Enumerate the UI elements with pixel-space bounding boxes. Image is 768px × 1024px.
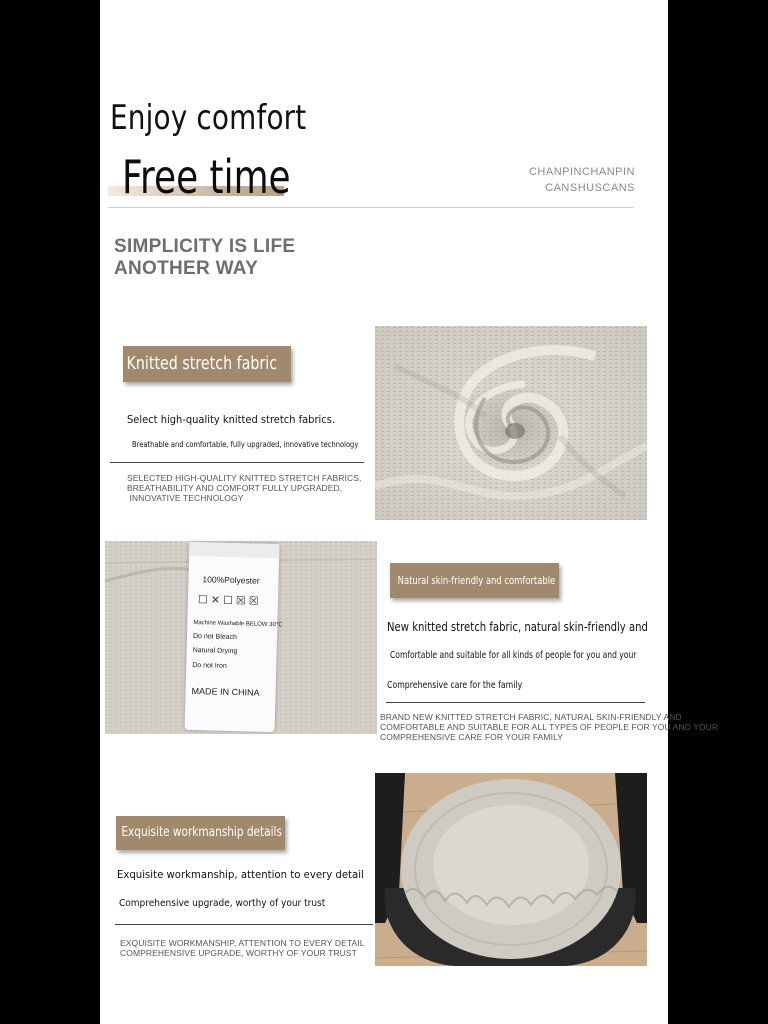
care-label-iron: Do not Iron <box>192 661 227 670</box>
section2-rule <box>386 702 645 703</box>
section2-caption: BRAND NEW KNITTED STRETCH FABRIC, NATURAL SKIN-FRIENDLY AND COMFORTABLE AND SUITABLE FOR ALL TYPES OF PEOPLE FOR YOU AND YOUR COMPREHENSIVE CARE FOR YOUR FAMILY <box>380 712 719 742</box>
side-label-bottom: CANSHUSCANS <box>545 182 635 194</box>
chair-cushion-photo <box>375 773 647 966</box>
care-label-origin: MADE IN CHINA <box>191 685 260 698</box>
section2-line2: Comfortable and suitable for all kinds of people for you and your <box>390 650 637 661</box>
section3-rule <box>115 924 373 925</box>
fabric-swirl-image <box>375 326 647 520</box>
fabric-swirl-photo <box>375 326 647 520</box>
feature-tag-knitted-fabric: Knitted stretch fabric <box>123 346 291 382</box>
section1-rule <box>110 462 364 463</box>
slogan-line-1: SIMPLICITY IS LIFE <box>114 236 296 257</box>
section2-line3: Comprehensive care for the family <box>387 680 523 691</box>
header-divider <box>108 207 634 208</box>
slogan-line-2: ANOTHER WAY <box>114 258 259 279</box>
side-label-top: CHANPINCHANPIN <box>528 166 635 178</box>
section3-line1: Exquisite workmanship, attention to every detail <box>117 868 364 881</box>
product-detail-page <box>100 0 719 1024</box>
headline-enjoy-comfort: Enjoy comfort <box>110 98 307 138</box>
headline-free-time: Free time <box>122 150 291 204</box>
care-label-dry: Natural Drying <box>192 646 238 656</box>
care-label-material: 100%Polyester <box>202 574 260 586</box>
care-symbols-icon: ☐✕☐☒☒ <box>197 594 262 608</box>
seat-cushion-image <box>375 773 647 966</box>
section1-line1: Select high-quality knitted stretch fabrics. <box>127 413 336 426</box>
feature-tag-skin-friendly: Natural skin-friendly and comfortable <box>390 563 559 598</box>
care-label-tag <box>185 542 283 732</box>
slogan <box>114 236 295 280</box>
section2-line1: New knitted stretch fabric, natural skin-friendly and <box>387 620 648 634</box>
care-label-bleach: Do not Bleach <box>192 632 238 642</box>
section1-caption: SELECTED HIGH-QUALITY KNITTED STRETCH FABRICS, BREATHABILITY AND COMFORT FULLY UPGRADED, INNOVATIVE TECHNOLOGY <box>127 473 362 503</box>
care-label-photo <box>105 541 377 734</box>
care-label-wash: Machine Washable BELOW 30℃ <box>193 619 283 629</box>
section3-line2: Comprehensive upgrade, worthy of your trust <box>119 898 326 909</box>
section3-caption: EXQUISITE WORKMANSHIP, ATTENTION TO EVERY DETAIL COMPREHENSIVE UPGRADE, WORTHY OF YOUR TRUST <box>120 938 365 958</box>
feature-tag-workmanship: Exquisite workmanship details <box>116 816 285 850</box>
section1-line2: Breathable and comfortable, fully upgraded, innovative technology <box>132 440 359 449</box>
